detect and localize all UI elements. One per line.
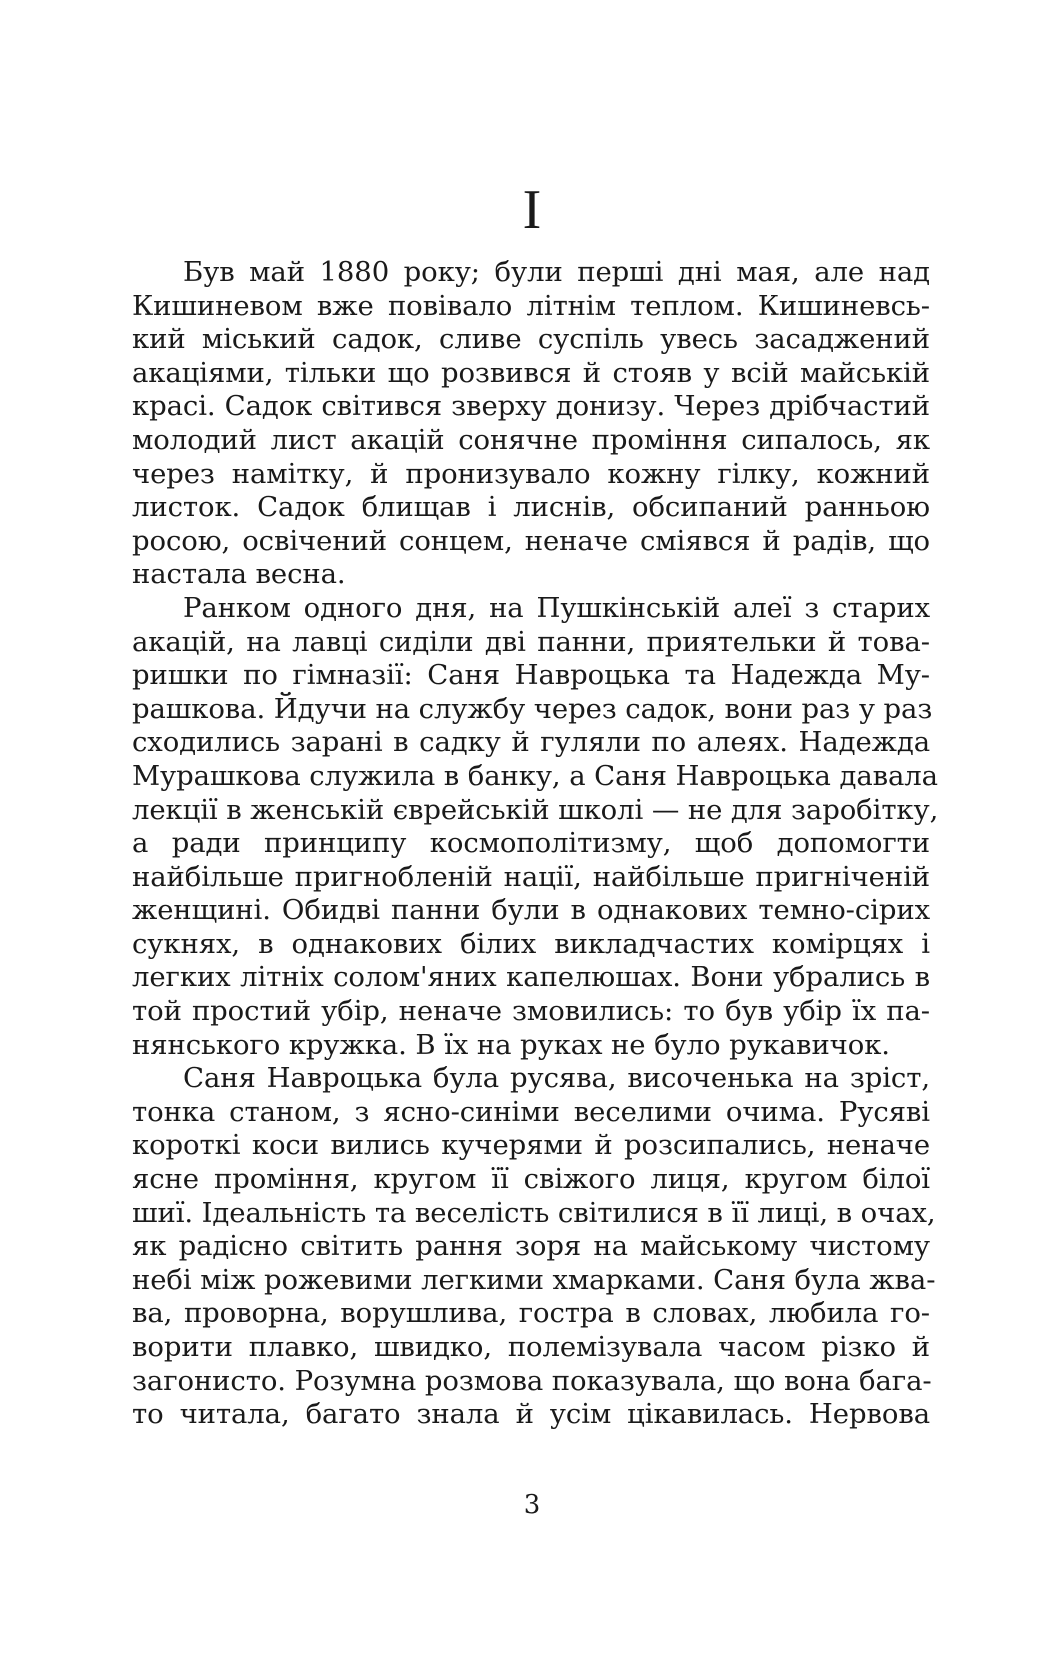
page-number: 3 [523, 1490, 541, 1520]
text-line: рашкова. Йдучи на службу через садок, вони раз у раз [132, 692, 933, 725]
text-line: Мурашкова служила в банку, а Саня Навроцька давала [132, 759, 938, 792]
text-line: Саня Навроцька була русява, височенька на зріст, [183, 1062, 930, 1095]
text-line: шиї. Ідеальність та веселість світилися в її лиці, в очах, [132, 1196, 936, 1229]
text-line: Був май 1880 року; були перші дні мая, але над [183, 256, 930, 288]
text-line: тонка станом, з ясно-синіми веселими очима. Русяві [132, 1095, 930, 1128]
body-text [132, 256, 939, 1432]
text-line: акацій, на лавці сиділи дві панни, приятельки й това- [132, 625, 930, 658]
text-line: красі. Садок світився зверху донизу. Через дрібчастий [132, 390, 930, 423]
text-line: сукнях, в однакових білих викладчастих комірцях і [132, 927, 930, 960]
text-line: через намітку, й пронизувало кожну гілку, кожний [132, 457, 930, 490]
text-line: як радісно світить рання зоря на майському чистому [132, 1230, 930, 1263]
chapter-title: I [522, 179, 542, 241]
text-line: нянського кружка. В їх на руках не було рукавичок. [132, 1028, 890, 1061]
paragraph-2 [132, 591, 939, 1062]
text-line: ва, проворна, ворушлива, гостра в словах, любила го- [132, 1297, 930, 1330]
text-line: ришки по гімназії: Саня Навроцька та Надежда Му- [132, 659, 930, 692]
text-line: Ранком одного дня, на Пушкінській алеї з старих [183, 591, 930, 624]
paragraph-3 [132, 1062, 936, 1432]
text-line: акаціями, тільки що розвився й стояв у всій майській [132, 356, 930, 389]
text-line: молодий лист акацій сонячне проміння сипалось, як [132, 423, 930, 456]
paragraph-1 [132, 256, 930, 592]
text-line: легких літніх солом'яних капелюшах. Вони убрались в [132, 961, 930, 994]
text-line: загонисто. Розумна розмова показувала, що вона бага- [132, 1364, 932, 1397]
text-line: найбільше пригнобленій нації, найбільше пригніченій [132, 860, 930, 893]
text-line: листок. Садок блищав і лиснів, обсипаний ранньою [132, 491, 930, 524]
text-line: небі між рожевими легкими хмарками. Саня була жва- [132, 1263, 936, 1296]
text-line: а ради принципу космополітизму, щоб допомогти [132, 827, 930, 860]
text-line: сходились зарані в садку й гуляли по алеях. Надежда [132, 726, 930, 759]
text-line: росою, освічений сонцем, неначе сміявся й радів, що [132, 524, 930, 557]
text-line: то читала, багато знала й усім цікавилась. Нервова [132, 1398, 930, 1431]
text-line: лекції в женській єврейській школі — не для заробітку, [132, 793, 939, 826]
text-line: настала весна. [132, 558, 346, 591]
text-line: кий міський садок, сливе суспіль увесь засаджений [132, 323, 930, 356]
text-line: той простий убір, неначе змовились: то був убір їх па- [132, 995, 930, 1028]
text-line: ясне проміння, кругом її свіжого лиця, кругом білої [132, 1163, 930, 1196]
text-line: женщині. Обидві панни були в однакових темно-сірих [132, 894, 930, 927]
text-line: ворити плавко, швидко, полемізувала часом різко й [132, 1331, 930, 1363]
text-line: Кишиневом вже повівало літнім теплом. Кишиневсь- [132, 289, 930, 322]
text-line: короткі коси вились кучерями й розсипались, неначе [132, 1129, 930, 1162]
